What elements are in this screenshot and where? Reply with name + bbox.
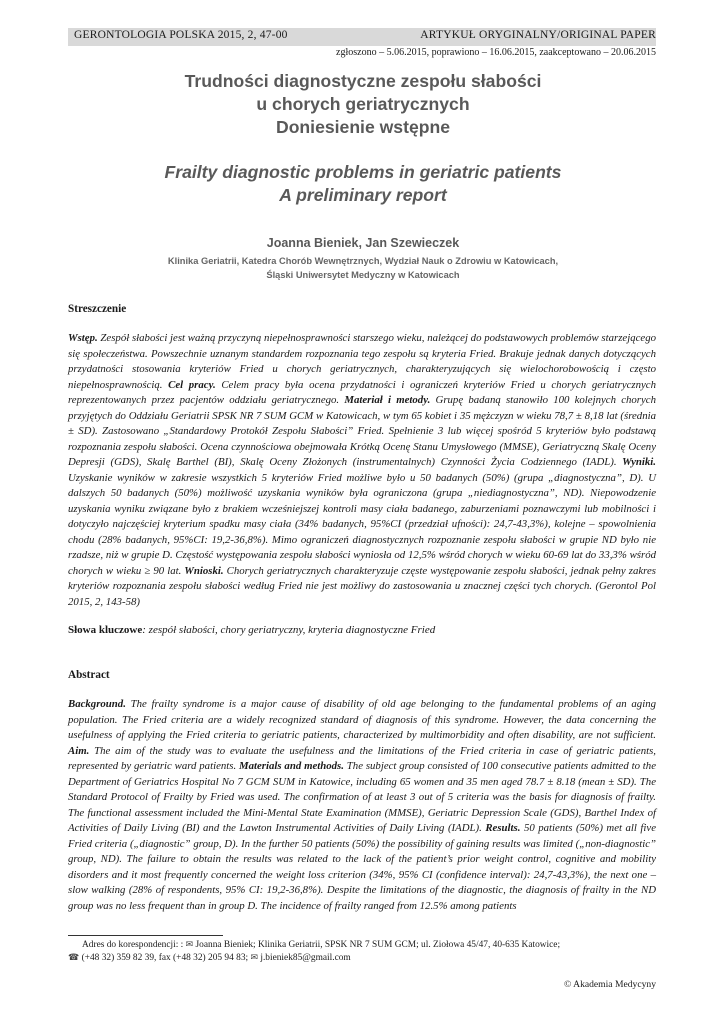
streszczenie-body (68, 331, 656, 610)
title-polish-line: Trudności diagnostyczne zespołu słabości (184, 71, 542, 91)
title-polish-line: u chorych geriatrycznych (256, 94, 470, 114)
email-icon: ✉ (250, 953, 258, 963)
copyright: © Akademia Medycyny (563, 979, 656, 990)
aim-text: The aim of the study was to evaluate the usefulness and the limitations of the Fried criteria in case of geriatric patients, represented by geriatric ward patients. (68, 744, 656, 772)
footnote-rule (68, 935, 223, 936)
wyniki-label: Wyniki. (616, 456, 657, 468)
results-label: Results. (481, 822, 521, 834)
authors: Joanna Bieniek, Jan Szewieczek (266, 236, 460, 250)
affiliation-line: Śląski Uniwersytet Medyczny w Katowicach (266, 270, 460, 280)
metody-text: Grupę badaną stanowiło 100 kolejnych chorych przyjętych do Oddziału Geriatrii SPSK NR 7 SUM GCM w Katowicach, w tym 65 kobiet i 35 mężczyzn w wieku 78,7 ± 8,18 lat (średnia ± SD). Zastosowano „Standardowy Protokół Zespołu Słabości” Fried. Spełnienie 3 lub więcej spośród 5 kryteriów było podstawą rozpoznania zespołu słabości. Ocena czynnościowa obejmowała Krótką Ocenę Stanu Umysłowego (MMSE), Geriatryczną Skalę Oceny Depresji (GDS), Skalę Barthel (BI), Skalę Oceny Złożonych (instrumentalnych) Czynności Życia Codziennego (IADL). (68, 394, 656, 468)
keywords (68, 624, 658, 636)
background-text: The frailty syndrome is a major cause of disability of old age belonging to the fundamental problems of an aging population. The Fried criteria are a widely recognized standard of diagnosis of this syndrome. However, the data concerning the usefulness of applying the Fried criteria to geriatric patients, characterized by multimorbidity and often disability, are not sufficient. (68, 698, 656, 741)
affiliation-line: Klinika Geriatrii, Katedra Chorób Wewnętrznych, Wydział Nauk o Zdrowiu w Katowicach, (167, 256, 559, 266)
keywords-text: : zespół słabości, chory geriatryczny, kryteria diagnostyczne Fried (142, 624, 436, 636)
title-polish (68, 70, 658, 139)
wnioski-text: Chorych geriatrycznych charakteryzuje częste występowanie zespołu słabości, jednak pełny zakres kryteriów rozpoznania zespołu słabości według Fried nie jest możliwy do zastosowania u znacznej części tych chorych. (Gerontol Pol 2015, 2, 143-58) (68, 564, 656, 608)
aim-label: Aim. (68, 744, 90, 757)
wstep-text: Zespół słabości jest ważną przyczyną niepełnosprawności starszego wieku, należącej do podstawowych problemów starzejącego się społeczeństwa. Powszechnie uznanym standardem rozpoznania tego zespołu są kryteria Fried. Brakuje jednak danych dotyczących przydatności stosowania kryteriów Fried u chorych geriatrycznych, charakteryzujących się wielochorobowością i często niepełnosprawnością. (68, 332, 656, 391)
submission-dates: zgłoszono – 5.06.2015, poprawiono – 16.06.2015, zaakceptowano – 20.06.2015 (336, 47, 656, 58)
cel-text: Celem pracy była ocena przydatności i ograniczeń kryteriów Fried u chorych geriatrycznych reprezentowanych przez pacjentów oddziału geriatrycznego. (68, 378, 656, 406)
correspondence-address: Joanna Bieniek; Klinika Geriatrii, SPSK NR 7 SUM GCM; ul. Ziołowa 45/47, 40-635 Katowice; (193, 940, 561, 950)
journal-citation: GERONTOLOGIA POLSKA 2015, 2, 47-00 (74, 29, 288, 41)
background-label: Background. (68, 698, 126, 710)
correspondence-phone: (+48 32) 359 82 39, fax (+48 32) 205 94 83; (79, 953, 251, 963)
streszczenie-heading: Streszczenie (68, 303, 127, 315)
methods-text: The subject group consisted of 100 consecutive patients admitted to the Department of Geriatrics Hospital No 7 GCM SUM in Katowice, including 65 women and 35 men aged 78.7 ± 8.18 (mean ± SD). The Standard Protocol of Frailty by Fried was used. The confirmation of at least 3 out of 5 criteria was the basis for diagnosis of frailty. The functional assessment included the Mini-Mental State Examination (MMSE), Geriatric Depression Scale (GDS), Barthel Index of Activities of Daily Living (BI) and the Lawton Instrumental Activities of Daily Living (IADL). (68, 760, 656, 834)
metody-label: Materiał i metody. (339, 394, 431, 406)
correspondence-footnote (68, 939, 656, 965)
cel-label: Cel pracy. (162, 378, 216, 391)
phone-icon: ☎ (68, 953, 80, 963)
wstep-label: Wstęp. (68, 332, 98, 344)
envelope-icon: ✉ (185, 940, 194, 950)
correspondence-email[interactable]: j.bieniek85@gmail.com (258, 953, 351, 963)
wyniki-text: Uzyskanie wyników w zakresie wszystkich 5 kryteriów Fried możliwe było u 50 badanych (50%) (grupa „diagnostyczna”, D). U dalszych 50 badanych (50%) możliwość uzyskania wyników była ograniczona (grupa „niediagnostyczna”, ND). Niepowodzenie uzyskania wyniku związane było z brakiem wcześniejszej kontroli masy ciała badanego, zaburzeniami poznawczymi lub mobilności i dotyczyło najczęściej kryterium spadku masy ciała (34% badanych, 95%CI (przedział ufności): 24,7-43,3%), kolejne – spowolnienia chodu (28% badanych, 95%CI: 19,2-36,8%). Mimo ograniczeń diagnostycznych rozpoznanie zespołu słabości w grupie ND było nie rzadsze, niż w grupie D. Częstość występowania zespołu słabości wyniosła od 12,5% wśród chorych w wieku 60-69 lat do 33,3% wśród chorych w wieku ≥ 90 lat. (68, 471, 656, 577)
affiliation (68, 254, 658, 282)
abstract-body (68, 697, 656, 914)
correspondence-label: Adres do korespondencji: : (82, 940, 186, 950)
title-english-line: Frailty diagnostic problems in geriatric patients (164, 162, 562, 182)
title-english (68, 161, 658, 207)
abstract-heading: Abstract (68, 669, 110, 681)
wnioski-label: Wnioski. (181, 564, 224, 577)
title-english-line: A preliminary report (279, 185, 447, 205)
methods-label: Materials and methods. (236, 760, 344, 772)
article-type: ARTYKUŁ ORYGINALNY/ORIGINAL PAPER (420, 29, 656, 41)
results-text: 50 patients (50%) met all five Fried criteria („diagnostic” group, D). In the further 50 patients (50%) the possibility of gaining results was limited („non-diagnostic” group, ND). The failure to obtain the results was related to the lack of the patient’s prior weight control, cognitive and mobility disorders and it most frequently concerned the weight loss criterion (34%, 95% CI (confidence interval): 24,7-43,3%), the next one – slow walking (28% of respondents, 95% CI: 19,2-36,8%). Despite the limitations of the diagnostic, the diagnosis of frailty in the ND group was no less frequent than in group D. The incidence of frailty ranged from 12.5% among patients (68, 822, 656, 912)
keywords-label: Słowa kluczowe (68, 624, 143, 636)
title-polish-line: Doniesienie wstępne (275, 117, 451, 137)
